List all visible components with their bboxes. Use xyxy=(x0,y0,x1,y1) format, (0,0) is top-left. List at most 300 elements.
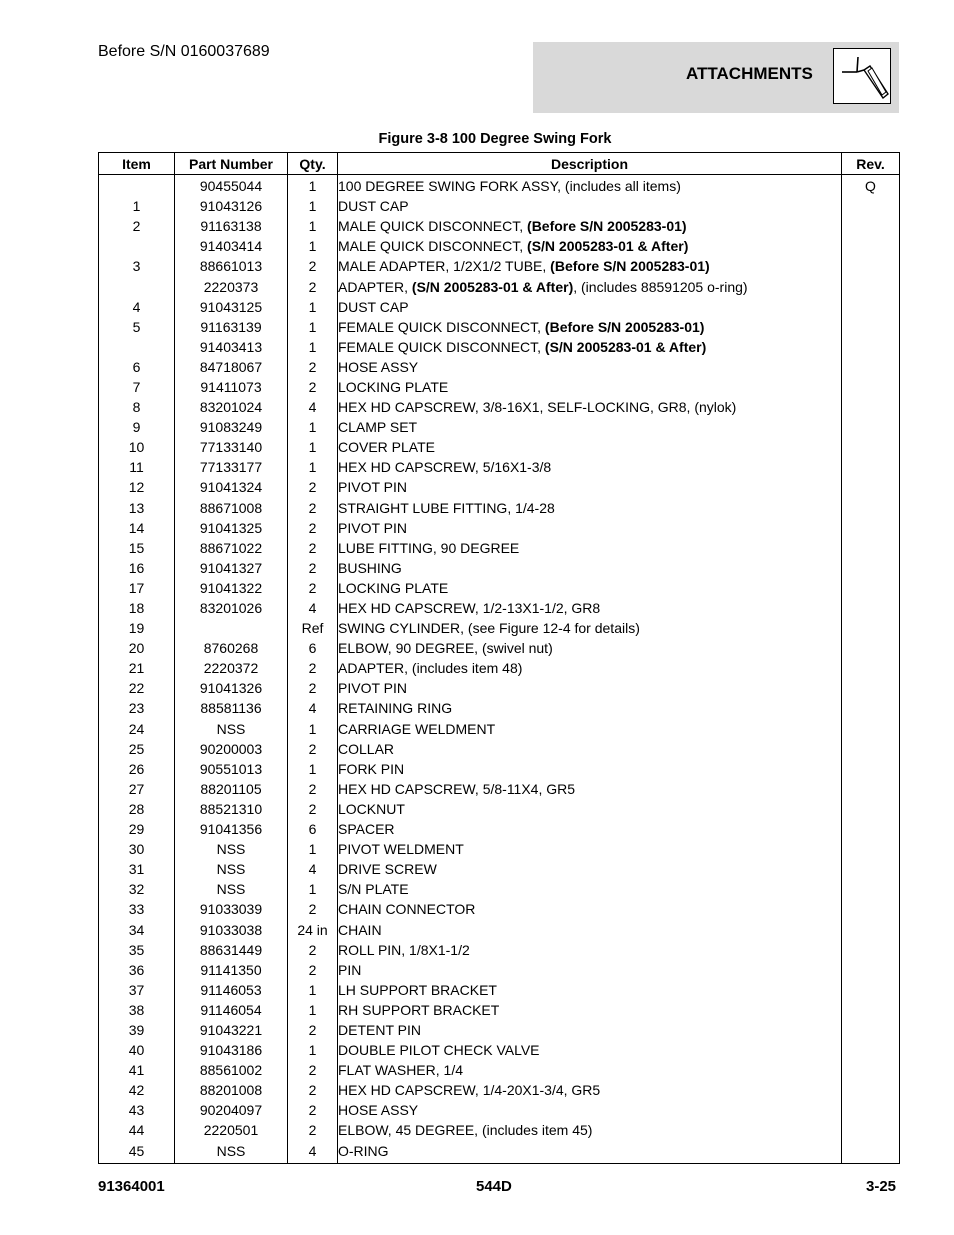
table-row xyxy=(99,658,900,678)
item-number-cell: 28 xyxy=(99,799,175,819)
rev-cell xyxy=(842,879,900,899)
table-row xyxy=(99,337,900,357)
description-text: DRIVE SCREW xyxy=(338,861,437,878)
description-cell xyxy=(338,357,842,377)
description-serial-note: (S/N 2005283-01 & After) xyxy=(411,278,574,295)
item-number-cell: 16 xyxy=(99,558,175,578)
item-number-cell: 13 xyxy=(99,498,175,518)
description-cell xyxy=(338,960,842,980)
qty-cell: 2 xyxy=(288,678,338,698)
description-cell xyxy=(338,940,842,960)
rev-cell xyxy=(842,498,900,518)
description-cell xyxy=(338,276,842,296)
description-text: HEX HD CAPSCREW, 5/16X1-3/8 xyxy=(338,459,552,476)
qty-cell: 2 xyxy=(288,538,338,558)
table-row xyxy=(99,839,900,859)
qty-cell: 1 xyxy=(288,417,338,437)
rev-cell xyxy=(842,759,900,779)
description-cell xyxy=(338,919,842,939)
table-row xyxy=(99,618,900,638)
qty-cell: 1 xyxy=(288,879,338,899)
part-number-cell: 91043221 xyxy=(175,1020,288,1040)
table-row xyxy=(99,638,900,658)
rev-cell xyxy=(842,1000,900,1020)
description-text: CHAIN xyxy=(338,921,382,938)
page-number: 3-25 xyxy=(866,1178,897,1195)
part-number-cell: 90551013 xyxy=(175,759,288,779)
description-text: CHAIN CONNECTOR xyxy=(338,901,476,918)
description-text: PIVOT PIN xyxy=(338,479,407,496)
table-row xyxy=(99,1020,900,1040)
description-cell xyxy=(338,638,842,658)
table-row xyxy=(99,739,900,759)
parts-table xyxy=(98,152,900,1164)
description-cell xyxy=(338,236,842,256)
table-row xyxy=(99,457,900,477)
part-number-cell: 88671022 xyxy=(175,538,288,558)
part-number-cell: 91411073 xyxy=(175,377,288,397)
table-row xyxy=(99,175,900,197)
description-text: LOCKING PLATE xyxy=(338,579,449,596)
item-number-cell: 32 xyxy=(99,879,175,899)
part-number-cell: 91041327 xyxy=(175,558,288,578)
part-number-cell: 91163139 xyxy=(175,317,288,337)
table-header-row xyxy=(99,153,900,175)
description-cell xyxy=(338,216,842,236)
rev-cell xyxy=(842,1141,900,1164)
qty-cell: 2 xyxy=(288,377,338,397)
table-row xyxy=(99,196,900,216)
rev-cell xyxy=(842,1080,900,1100)
rev-cell xyxy=(842,779,900,799)
rev-cell xyxy=(842,638,900,658)
part-number-cell: 2220501 xyxy=(175,1120,288,1140)
description-cell xyxy=(338,558,842,578)
description-cell xyxy=(338,719,842,739)
description-cell xyxy=(338,578,842,598)
item-number-cell: 42 xyxy=(99,1080,175,1100)
qty-cell: 6 xyxy=(288,819,338,839)
rev-cell xyxy=(842,799,900,819)
rev-cell xyxy=(842,297,900,317)
qty-cell: 1 xyxy=(288,196,338,216)
description-text: O-RING xyxy=(338,1142,389,1159)
description-text: HOSE ASSY xyxy=(338,358,419,375)
description-cell xyxy=(338,1000,842,1020)
table-row xyxy=(99,1060,900,1080)
table-row xyxy=(99,1141,900,1164)
description-cell xyxy=(338,899,842,919)
table-row xyxy=(99,256,900,276)
qty-cell: 6 xyxy=(288,638,338,658)
description-cell xyxy=(338,377,842,397)
description-serial-note: (S/N 2005283-01 & After) xyxy=(527,238,689,255)
description-text: FEMALE QUICK DISCONNECT, xyxy=(338,338,545,355)
part-number-cell: 77133140 xyxy=(175,437,288,457)
description-text: ROLL PIN, 1/8X1-1/2 xyxy=(338,941,470,958)
part-number-cell: 90204097 xyxy=(175,1100,288,1120)
part-number-cell: 91043126 xyxy=(175,196,288,216)
part-number-cell: 88631449 xyxy=(175,940,288,960)
part-number-cell: 91041356 xyxy=(175,819,288,839)
item-number-cell: 31 xyxy=(99,859,175,879)
description-cell xyxy=(338,518,842,538)
description-text: ADAPTER, xyxy=(338,278,412,295)
table-row xyxy=(99,879,900,899)
part-number-cell: 77133177 xyxy=(175,457,288,477)
part-number-cell: 91163138 xyxy=(175,216,288,236)
part-number-cell: 90455044 xyxy=(175,175,288,197)
table-row xyxy=(99,940,900,960)
item-number-cell: 20 xyxy=(99,638,175,658)
rev-cell xyxy=(842,1100,900,1120)
rev-cell xyxy=(842,1120,900,1140)
description-cell xyxy=(338,175,842,197)
table-row xyxy=(99,598,900,618)
item-number-cell: 2 xyxy=(99,216,175,236)
rev-cell xyxy=(842,658,900,678)
part-number-cell: 91043186 xyxy=(175,1040,288,1060)
item-number-cell: 26 xyxy=(99,759,175,779)
description-cell xyxy=(338,1060,842,1080)
item-number-cell xyxy=(99,276,175,296)
item-number-cell: 6 xyxy=(99,357,175,377)
description-cell xyxy=(338,819,842,839)
rev-cell xyxy=(842,1060,900,1080)
table-row xyxy=(99,417,900,437)
description-cell xyxy=(338,256,842,276)
item-number-cell: 34 xyxy=(99,919,175,939)
item-number-cell: 37 xyxy=(99,980,175,1000)
description-text: COVER PLATE xyxy=(338,439,435,456)
description-cell xyxy=(338,457,842,477)
item-number-cell: 21 xyxy=(99,658,175,678)
qty-cell: 4 xyxy=(288,397,338,417)
qty-cell: 2 xyxy=(288,658,338,678)
column-header-qty: Qty. xyxy=(288,153,338,175)
item-number-cell: 40 xyxy=(99,1040,175,1060)
table-row xyxy=(99,819,900,839)
part-number-cell: 88521310 xyxy=(175,799,288,819)
table-row xyxy=(99,1000,900,1020)
item-number-cell: 36 xyxy=(99,960,175,980)
rev-cell xyxy=(842,457,900,477)
description-text: COLLAR xyxy=(338,740,395,757)
rev-cell xyxy=(842,216,900,236)
qty-cell: 1 xyxy=(288,216,338,236)
description-cell xyxy=(338,196,842,216)
description-text: HOSE ASSY xyxy=(338,1102,419,1119)
item-number-cell: 14 xyxy=(99,518,175,538)
qty-cell: 1 xyxy=(288,175,338,197)
qty-cell: 2 xyxy=(288,578,338,598)
description-text: S/N PLATE xyxy=(338,881,409,898)
rev-cell xyxy=(842,256,900,276)
part-number-cell: 88581136 xyxy=(175,698,288,718)
rev-cell xyxy=(842,538,900,558)
item-number-cell xyxy=(99,236,175,256)
description-text: DOUBLE PILOT CHECK VALVE xyxy=(338,1042,540,1059)
description-cell xyxy=(338,739,842,759)
item-number-cell xyxy=(99,337,175,357)
qty-cell: 1 xyxy=(288,297,338,317)
part-number-cell: 84718067 xyxy=(175,357,288,377)
table-row xyxy=(99,980,900,1000)
table-row xyxy=(99,578,900,598)
rev-cell xyxy=(842,437,900,457)
rev-cell xyxy=(842,578,900,598)
table-row xyxy=(99,397,900,417)
table-row xyxy=(99,297,900,317)
item-number-cell xyxy=(99,175,175,197)
qty-cell: 2 xyxy=(288,558,338,578)
item-number-cell: 38 xyxy=(99,1000,175,1020)
item-number-cell: 8 xyxy=(99,397,175,417)
rev-cell xyxy=(842,739,900,759)
description-cell xyxy=(338,337,842,357)
item-number-cell: 9 xyxy=(99,417,175,437)
description-text: CLAMP SET xyxy=(338,419,418,436)
description-cell xyxy=(338,417,842,437)
part-number-cell: 90200003 xyxy=(175,739,288,759)
qty-cell: 1 xyxy=(288,437,338,457)
part-number-cell xyxy=(175,618,288,638)
qty-cell: 2 xyxy=(288,1080,338,1100)
description-text: PIVOT PIN xyxy=(338,680,407,697)
table-row xyxy=(99,899,900,919)
rev-cell xyxy=(842,940,900,960)
description-cell xyxy=(338,317,842,337)
parts-table-body xyxy=(99,175,900,1164)
table-row xyxy=(99,357,900,377)
qty-cell: 2 xyxy=(288,518,338,538)
part-number-cell: 91141350 xyxy=(175,960,288,980)
qty-cell: 1 xyxy=(288,317,338,337)
description-text: 100 DEGREE SWING FORK ASSY, (includes all items) xyxy=(338,178,681,195)
column-header-part-number: Part Number xyxy=(175,153,288,175)
description-text: PIVOT PIN xyxy=(338,519,407,536)
description-text: BUSHING xyxy=(338,559,402,576)
description-cell xyxy=(338,437,842,457)
rev-cell xyxy=(842,678,900,698)
figure-title: Figure 3-8 100 Degree Swing Fork xyxy=(378,131,612,147)
rev-cell xyxy=(842,1040,900,1060)
section-title: ATTACHMENTS xyxy=(686,64,813,83)
table-row xyxy=(99,678,900,698)
qty-cell: 2 xyxy=(288,960,338,980)
table-row xyxy=(99,1100,900,1120)
description-text: HEX HD CAPSCREW, 3/8-16X1, SELF-LOCKING, GR8, (nylok) xyxy=(338,399,737,416)
description-text: STRAIGHT LUBE FITTING, 1/4-28 xyxy=(338,499,555,516)
qty-cell: 24 in xyxy=(288,919,338,939)
description-text: PIVOT WELDMENT xyxy=(338,841,464,858)
table-row xyxy=(99,538,900,558)
description-text: LUBE FITTING, 90 DEGREE xyxy=(338,539,520,556)
table-row xyxy=(99,919,900,939)
description-cell xyxy=(338,1120,842,1140)
item-number-cell: 25 xyxy=(99,739,175,759)
table-row xyxy=(99,236,900,256)
rev-cell xyxy=(842,558,900,578)
qty-cell: 1 xyxy=(288,759,338,779)
part-number-cell: 91043125 xyxy=(175,297,288,317)
qty-cell: 2 xyxy=(288,498,338,518)
part-number-cell: NSS xyxy=(175,879,288,899)
column-header-item: Item xyxy=(99,153,175,175)
rev-cell xyxy=(842,477,900,497)
qty-cell: 2 xyxy=(288,739,338,759)
qty-cell: 2 xyxy=(288,1120,338,1140)
description-cell xyxy=(338,879,842,899)
rev-cell xyxy=(842,698,900,718)
part-number-cell: 83201024 xyxy=(175,397,288,417)
doc-number: 91364001 xyxy=(98,1178,165,1195)
item-number-cell: 29 xyxy=(99,819,175,839)
table-row xyxy=(99,1040,900,1060)
part-number-cell: 91083249 xyxy=(175,417,288,437)
item-number-cell: 23 xyxy=(99,698,175,718)
qty-cell: 2 xyxy=(288,940,338,960)
table-row xyxy=(99,558,900,578)
item-number-cell: 17 xyxy=(99,578,175,598)
part-number-cell: 91146054 xyxy=(175,1000,288,1020)
qty-cell: 2 xyxy=(288,1100,338,1120)
rev-cell xyxy=(842,317,900,337)
description-text: FORK PIN xyxy=(338,760,405,777)
description-text: LOCKING PLATE xyxy=(338,378,449,395)
rev-cell xyxy=(842,980,900,1000)
item-number-cell: 15 xyxy=(99,538,175,558)
description-text: ELBOW, 90 DEGREE, (swivel nut) xyxy=(338,640,553,657)
rev-cell xyxy=(842,337,900,357)
rev-cell xyxy=(842,196,900,216)
description-text: DUST CAP xyxy=(338,198,409,215)
description-text: DUST CAP xyxy=(338,298,409,315)
table-row xyxy=(99,719,900,739)
part-number-cell: 2220373 xyxy=(175,276,288,296)
table-row xyxy=(99,377,900,397)
table-row xyxy=(99,859,900,879)
qty-cell: 1 xyxy=(288,236,338,256)
part-number-cell: 88561002 xyxy=(175,1060,288,1080)
table-row xyxy=(99,1120,900,1140)
table-row xyxy=(99,276,900,296)
rev-cell xyxy=(842,357,900,377)
table-row xyxy=(99,317,900,337)
qty-cell: 2 xyxy=(288,799,338,819)
description-text: PIN xyxy=(338,961,362,978)
part-number-cell: NSS xyxy=(175,839,288,859)
description-cell xyxy=(338,698,842,718)
rev-cell xyxy=(842,417,900,437)
part-number-cell: NSS xyxy=(175,859,288,879)
item-number-cell: 27 xyxy=(99,779,175,799)
part-number-cell: 8760268 xyxy=(175,638,288,658)
part-number-cell: 91041324 xyxy=(175,477,288,497)
table-row xyxy=(99,498,900,518)
qty-cell: 1 xyxy=(288,1000,338,1020)
item-number-cell: 22 xyxy=(99,678,175,698)
description-cell xyxy=(338,799,842,819)
qty-cell: 4 xyxy=(288,1141,338,1164)
description-text: HEX HD CAPSCREW, 1/4-20X1-3/4, GR5 xyxy=(338,1082,601,1099)
description-cell xyxy=(338,839,842,859)
item-number-cell: 19 xyxy=(99,618,175,638)
qty-cell: 1 xyxy=(288,1040,338,1060)
rev-cell xyxy=(842,397,900,417)
description-text: LOCKNUT xyxy=(338,800,405,817)
description-text: RH SUPPORT BRACKET xyxy=(338,1001,500,1018)
table-row xyxy=(99,216,900,236)
model-number: 544D xyxy=(476,1178,512,1195)
description-serial-note: (Before S/N 2005283-01) xyxy=(527,218,687,235)
qty-cell: 1 xyxy=(288,719,338,739)
item-number-cell: 24 xyxy=(99,719,175,739)
description-cell xyxy=(338,1100,842,1120)
item-number-cell: 4 xyxy=(99,297,175,317)
item-number-cell: 5 xyxy=(99,317,175,337)
item-number-cell: 43 xyxy=(99,1100,175,1120)
rev-cell xyxy=(842,719,900,739)
part-number-cell: 91146053 xyxy=(175,980,288,1000)
part-number-cell: 91041322 xyxy=(175,578,288,598)
description-cell xyxy=(338,658,842,678)
description-cell xyxy=(338,980,842,1000)
rev-cell xyxy=(842,236,900,256)
part-number-cell: 91403414 xyxy=(175,236,288,256)
item-number-cell: 45 xyxy=(99,1141,175,1164)
item-number-cell: 18 xyxy=(99,598,175,618)
part-number-cell: 88201008 xyxy=(175,1080,288,1100)
description-cell xyxy=(338,1141,842,1164)
qty-cell: 1 xyxy=(288,839,338,859)
description-text: LH SUPPORT BRACKET xyxy=(338,981,497,998)
description-cell xyxy=(338,1020,842,1040)
fork-attachment-icon xyxy=(833,48,891,104)
description-cell xyxy=(338,779,842,799)
description-cell xyxy=(338,1080,842,1100)
description-text: SPACER xyxy=(338,821,395,838)
qty-cell: 2 xyxy=(288,276,338,296)
item-number-cell: 35 xyxy=(99,940,175,960)
description-cell xyxy=(338,477,842,497)
serial-range: Before S/N 0160037689 xyxy=(98,43,270,60)
description-cell xyxy=(338,297,842,317)
table-row xyxy=(99,1080,900,1100)
rev-cell xyxy=(842,839,900,859)
part-number-cell: NSS xyxy=(175,1141,288,1164)
table-row xyxy=(99,698,900,718)
item-number-cell: 39 xyxy=(99,1020,175,1040)
item-number-cell: 30 xyxy=(99,839,175,859)
table-row xyxy=(99,437,900,457)
description-cell xyxy=(338,1040,842,1060)
description-text: CARRIAGE WELDMENT xyxy=(338,720,496,737)
description-text: MALE QUICK DISCONNECT, xyxy=(338,218,528,235)
rev-cell xyxy=(842,859,900,879)
description-text: RETAINING RING xyxy=(338,700,453,717)
item-number-cell: 33 xyxy=(99,899,175,919)
part-number-cell: 91041325 xyxy=(175,518,288,538)
qty-cell: 1 xyxy=(288,337,338,357)
part-number-cell: NSS xyxy=(175,719,288,739)
item-number-cell: 7 xyxy=(99,377,175,397)
part-number-cell: 88661013 xyxy=(175,256,288,276)
table-row xyxy=(99,960,900,980)
table-row xyxy=(99,759,900,779)
description-cell xyxy=(338,397,842,417)
description-cell xyxy=(338,859,842,879)
